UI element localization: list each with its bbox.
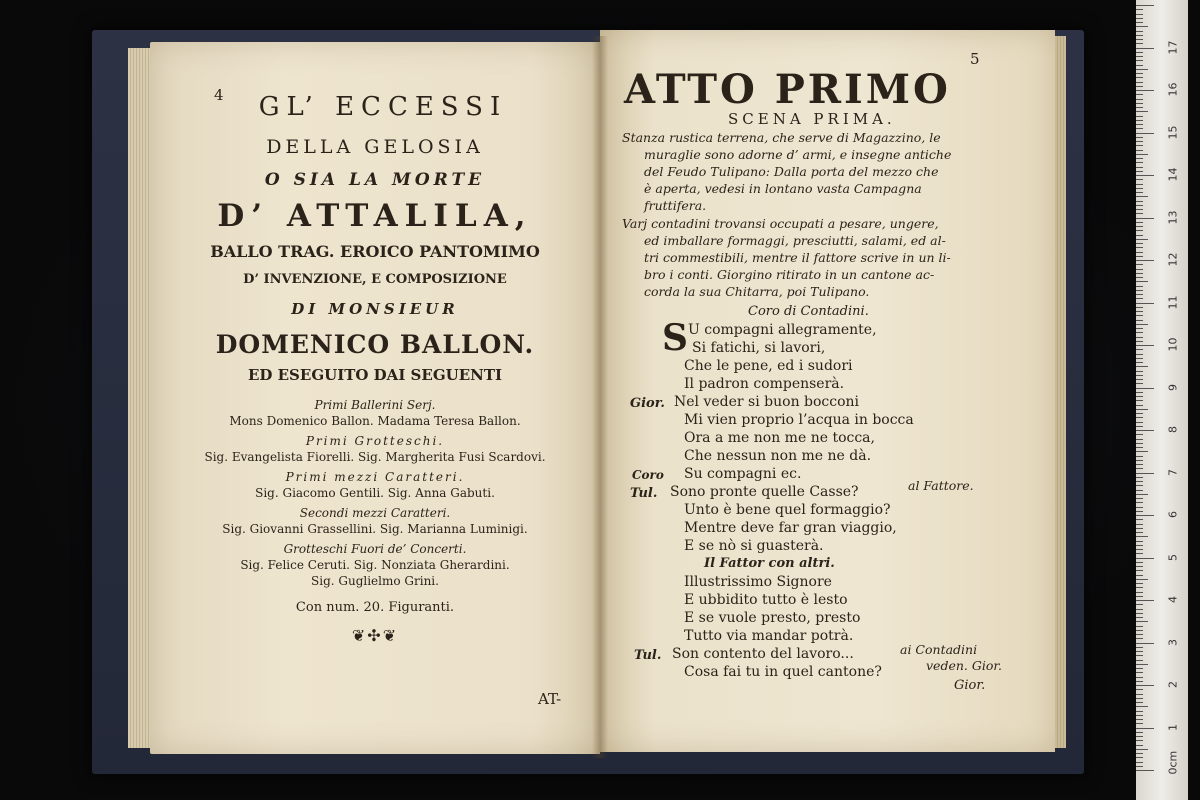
stage-dir-5: fruttifera. bbox=[644, 198, 707, 213]
title-line-3: O SIA LA MORTE bbox=[264, 170, 486, 190]
ruler-tick bbox=[1136, 528, 1143, 529]
ruler-tick bbox=[1136, 511, 1143, 512]
ruler-tick bbox=[1136, 502, 1143, 503]
ruler-tick bbox=[1136, 685, 1154, 686]
ruler-tick bbox=[1136, 230, 1143, 231]
ruler-tick bbox=[1136, 668, 1143, 669]
ruler-number: 8 bbox=[1166, 426, 1180, 433]
ruler-tick bbox=[1136, 757, 1143, 758]
dialogue-line-3: Ora a me non me ne tocca, bbox=[684, 430, 875, 446]
ruler-tick bbox=[1136, 188, 1143, 189]
ruler-tick bbox=[1136, 286, 1143, 287]
ruler-tick bbox=[1136, 587, 1143, 588]
ruler-tick bbox=[1136, 566, 1143, 567]
subtitle-1: BALLO TRAG. EROICO PANTOMIMO bbox=[210, 242, 540, 261]
ruler-number: 12 bbox=[1166, 252, 1180, 267]
ruler-tick bbox=[1136, 672, 1143, 673]
ruler-tick bbox=[1136, 39, 1143, 40]
cast-heading-3: Primi mezzi Caratteri. bbox=[285, 470, 465, 484]
ruler-number: 16 bbox=[1166, 82, 1180, 97]
ruler-tick bbox=[1136, 77, 1143, 78]
title-line-2: DELLA GELOSIA bbox=[266, 136, 484, 158]
ruler-tick bbox=[1136, 770, 1154, 771]
ruler-tick bbox=[1136, 647, 1143, 648]
ruler-tick bbox=[1136, 422, 1143, 423]
ruler-tick bbox=[1136, 596, 1143, 597]
aside-ai-contadini: ai Contadini bbox=[900, 642, 978, 657]
ruler-tick bbox=[1136, 413, 1143, 414]
ruler-tick bbox=[1136, 60, 1143, 61]
ruler-tick bbox=[1136, 26, 1148, 27]
ruler-tick bbox=[1136, 719, 1143, 720]
ruler-tick bbox=[1136, 324, 1148, 325]
ruler-tick bbox=[1136, 439, 1143, 440]
dialogue-line-6: Sono pronte quelle Casse? bbox=[670, 484, 859, 500]
cast-line-1: Mons Domenico Ballon. Madama Teresa Ballon. bbox=[229, 414, 521, 428]
chorus-heading: Coro di Contadini. bbox=[748, 304, 869, 319]
ruler-tick bbox=[1136, 111, 1148, 112]
ruler-tick bbox=[1136, 235, 1143, 236]
dialogue-line-2: Mi vien proprio l’acqua in bocca bbox=[684, 412, 914, 428]
ruler-tick bbox=[1136, 349, 1143, 350]
subtitle-3: DI MONSIEUR bbox=[291, 300, 459, 318]
page-number-right: 5 bbox=[970, 50, 980, 68]
ruler-tick bbox=[1136, 128, 1143, 129]
ruler-tick bbox=[1136, 9, 1143, 10]
ruler-tick bbox=[1136, 73, 1143, 74]
chorus-line-1: U compagni allegramente, bbox=[688, 322, 877, 338]
ruler-tick bbox=[1136, 481, 1143, 482]
ruler-tick bbox=[1136, 171, 1143, 172]
ruler-tick bbox=[1136, 294, 1143, 295]
ruler-tick bbox=[1136, 575, 1143, 576]
cast-line-5b: Sig. Guglielmo Grini. bbox=[311, 574, 439, 588]
ruler-tick bbox=[1136, 728, 1154, 729]
ruler-tick bbox=[1136, 736, 1143, 737]
ruler-tick bbox=[1136, 56, 1143, 57]
ruler-tick bbox=[1136, 162, 1143, 163]
final-line-1: Son contento del lavoro... bbox=[672, 646, 854, 662]
ruler-tick bbox=[1136, 133, 1154, 134]
title-line-1: GL’ ECCESSI bbox=[258, 92, 508, 122]
ruler-tick bbox=[1136, 366, 1148, 367]
chorus-line-3: Che le pene, ed i sudori bbox=[684, 358, 853, 374]
ruler-tick bbox=[1136, 677, 1143, 678]
ruler-tick bbox=[1136, 337, 1143, 338]
ruler-tick bbox=[1136, 141, 1143, 142]
stage-dir-1: Stanza rustica terrena, che serve di Magazzino, le bbox=[622, 130, 941, 145]
ruler-tick bbox=[1136, 332, 1143, 333]
ruler-tick bbox=[1136, 371, 1143, 372]
figuranti-line: Con num. 20. Figuranti. bbox=[295, 600, 455, 615]
ruler-tick bbox=[1136, 158, 1143, 159]
ruler-tick bbox=[1136, 222, 1143, 223]
ruler-tick bbox=[1136, 434, 1143, 435]
ruler-tick bbox=[1136, 664, 1148, 665]
ruler-tick bbox=[1136, 621, 1148, 622]
ruler-tick bbox=[1136, 562, 1143, 563]
ruler-tick bbox=[1136, 447, 1143, 448]
ruler-tick bbox=[1136, 766, 1143, 767]
author-name: DOMENICO BALLON. bbox=[215, 330, 535, 359]
ruler-tick bbox=[1136, 515, 1154, 516]
action-dir-4: bro i conti. Giorgino ritirato in un cantone ac- bbox=[644, 267, 935, 282]
ruler-tick bbox=[1136, 154, 1148, 155]
ruler-tick bbox=[1136, 541, 1143, 542]
stage-dir-3: del Feudo Tulipano: Dalla porta del mezzo che bbox=[644, 164, 939, 179]
ruler-tick bbox=[1136, 604, 1143, 605]
speaker-gior: Gior. bbox=[630, 396, 665, 411]
ruler-tick bbox=[1136, 35, 1143, 36]
ruler-tick bbox=[1136, 226, 1143, 227]
book-gutter bbox=[592, 36, 608, 758]
ruler-tick bbox=[1136, 630, 1143, 631]
ruler-tick bbox=[1136, 745, 1143, 746]
ruler-number: 15 bbox=[1166, 125, 1180, 139]
action-dir-5: corda la sua Chitarra, poi Tulipano. bbox=[644, 284, 870, 299]
ruler-tick bbox=[1136, 740, 1143, 741]
ruler-tick bbox=[1136, 43, 1143, 44]
cast-heading-5: Grotteschi Fuori de’ Concerti. bbox=[283, 542, 467, 556]
fattore-line-1: Illustrissimo Signore bbox=[684, 574, 832, 590]
final-line-2: Cosa fai tu in quel cantone? bbox=[684, 664, 882, 680]
ruler-tick bbox=[1136, 256, 1143, 257]
ruler-tick bbox=[1136, 273, 1143, 274]
ruler-tick bbox=[1136, 311, 1143, 312]
ruler-tick bbox=[1136, 14, 1143, 15]
ruler-tick bbox=[1136, 396, 1143, 397]
aside-al-fattore: al Fattore. bbox=[908, 478, 974, 493]
ruler-tick bbox=[1136, 201, 1143, 202]
ruler-number: 13 bbox=[1166, 210, 1180, 224]
ruler-tick bbox=[1136, 124, 1143, 125]
fattore-line-2: E ubbidito tutto è lesto bbox=[684, 592, 848, 608]
chorus-line-2: Si fatichi, si lavori, bbox=[692, 340, 826, 356]
ruler-tick bbox=[1136, 175, 1154, 176]
ruler-tick bbox=[1136, 545, 1143, 546]
ruler-tick bbox=[1136, 524, 1143, 525]
ruler-number: 0cm bbox=[1166, 750, 1180, 775]
cast-line-3: Sig. Giacomo Gentili. Sig. Anna Gabuti. bbox=[255, 486, 495, 500]
ruler-tick bbox=[1136, 430, 1154, 431]
ruler-tick bbox=[1136, 460, 1143, 461]
ruler-number: 1 bbox=[1166, 723, 1180, 731]
left-page bbox=[150, 42, 600, 754]
ruler-tick bbox=[1136, 600, 1154, 601]
dialogue-line-7: Unto è bene quel formaggio? bbox=[684, 502, 891, 518]
subtitle-2: D’ INVENZIONE, E COMPOSIZIONE bbox=[243, 272, 507, 287]
ruler-tick bbox=[1136, 553, 1143, 554]
dialogue-line-8: Mentre deve far gran viaggio, bbox=[684, 520, 897, 536]
catchword-right: Gior. bbox=[954, 678, 986, 693]
ruler-tick bbox=[1136, 82, 1143, 83]
ruler-tick bbox=[1136, 532, 1143, 533]
cast-line-5a: Sig. Felice Ceruti. Sig. Nonziata Gherardini. bbox=[240, 558, 510, 572]
stage-dir-4: è aperta, vedesi in lontano vasta Campagna bbox=[644, 181, 922, 196]
ruler-tick bbox=[1136, 456, 1143, 457]
ruler-number: 11 bbox=[1166, 295, 1180, 309]
ruler-tick bbox=[1136, 400, 1143, 401]
ruler-number: 3 bbox=[1166, 638, 1180, 646]
drop-cap: S bbox=[662, 317, 688, 359]
ruler-tick bbox=[1136, 468, 1143, 469]
cast-heading-2: Primi Grotteschi. bbox=[305, 434, 445, 448]
ruler-tick bbox=[1136, 103, 1143, 104]
ruler-tick bbox=[1136, 264, 1143, 265]
cast-heading-1: Primi Ballerini Serj. bbox=[314, 398, 436, 412]
ruler-tick bbox=[1136, 570, 1143, 571]
ruler-tick bbox=[1136, 626, 1143, 627]
fattore-line-4: Tutto via mandar potrà. bbox=[684, 628, 854, 644]
ruler-tick bbox=[1136, 392, 1143, 393]
ruler-tick bbox=[1136, 290, 1143, 291]
title-line-4: D’ ATTALILA, bbox=[217, 198, 533, 234]
dialogue-line-9: E se nò si guasterà. bbox=[684, 538, 824, 554]
performed-by: ED ESEGUITO DAI SEGUENTI bbox=[247, 366, 503, 384]
ruler-tick bbox=[1136, 94, 1143, 95]
cast-line-2: Sig. Evangelista Fiorelli. Sig. Margherita Fusi Scardovi. bbox=[204, 450, 546, 464]
ruler-number: 9 bbox=[1166, 383, 1180, 391]
ruler-tick bbox=[1136, 451, 1148, 452]
ruler-tick bbox=[1136, 48, 1154, 49]
ruler-tick bbox=[1136, 86, 1143, 87]
ruler-tick bbox=[1136, 196, 1148, 197]
chorus-line-4: Il padron compenserà. bbox=[684, 376, 845, 392]
ruler-number: 4 bbox=[1166, 596, 1180, 603]
ruler-tick bbox=[1136, 609, 1143, 610]
ruler-tick bbox=[1136, 179, 1143, 180]
cast-heading-4: Secondi mezzi Caratteri. bbox=[299, 506, 451, 520]
ruler-tick bbox=[1136, 723, 1143, 724]
ruler-tick bbox=[1136, 31, 1143, 32]
ruler-tick bbox=[1136, 167, 1143, 168]
ruler-tick bbox=[1136, 213, 1143, 214]
ruler-number: 17 bbox=[1166, 40, 1180, 54]
ruler-tick bbox=[1136, 298, 1143, 299]
ruler-tick bbox=[1136, 477, 1143, 478]
ruler-tick bbox=[1136, 52, 1143, 53]
ruler-tick bbox=[1136, 345, 1154, 346]
ruler-tick bbox=[1136, 443, 1143, 444]
ruler-tick bbox=[1136, 303, 1154, 304]
ruler-tick bbox=[1136, 5, 1154, 6]
ruler-tick bbox=[1136, 260, 1154, 261]
ruler-tick bbox=[1136, 388, 1154, 389]
scene-title: SCENA PRIMA. bbox=[728, 110, 896, 128]
ruler-tick bbox=[1136, 379, 1143, 380]
ruler-tick bbox=[1136, 239, 1148, 240]
ruler-tick bbox=[1136, 99, 1143, 100]
aside-veden-gior: veden. Gior. bbox=[926, 658, 1002, 673]
action-dir-3: tri commestibili, mentre il fattore scrive in un li- bbox=[644, 250, 951, 265]
ruler-tick bbox=[1136, 18, 1143, 19]
ruler-tick bbox=[1136, 651, 1143, 652]
ruler-tick bbox=[1136, 120, 1143, 121]
dialogue-line-1: Nel veder si buon bocconi bbox=[674, 394, 860, 410]
ruler-tick bbox=[1136, 328, 1143, 329]
ruler-tick bbox=[1136, 409, 1148, 410]
ruler-tick bbox=[1136, 762, 1143, 763]
fattore-line-3: E se vuole presto, presto bbox=[684, 610, 861, 626]
ruler-tick bbox=[1136, 218, 1154, 219]
ruler-tick bbox=[1136, 145, 1143, 146]
ruler-tick bbox=[1136, 485, 1143, 486]
ruler-tick bbox=[1136, 494, 1148, 495]
cast-line-4: Sig. Giovanni Grassellini. Sig. Marianna Luminigi. bbox=[222, 522, 528, 536]
ruler-tick bbox=[1136, 320, 1143, 321]
ruler-tick bbox=[1136, 583, 1143, 584]
dialogue-line-5: Su compagni ec. bbox=[684, 466, 802, 482]
ruler-tick bbox=[1136, 150, 1143, 151]
ruler-tick bbox=[1136, 689, 1143, 690]
ruler-number: 10 bbox=[1166, 337, 1180, 352]
ruler-tick bbox=[1136, 184, 1143, 185]
stage-dir-2: muraglie sono adorne d’ armi, e insegne antiche bbox=[644, 147, 952, 162]
ruler-tick bbox=[1136, 490, 1143, 491]
ruler-tick bbox=[1136, 205, 1143, 206]
ruler-tick bbox=[1136, 549, 1143, 550]
ruler-tick bbox=[1136, 315, 1143, 316]
ruler-tick bbox=[1136, 519, 1143, 520]
ruler-tick bbox=[1136, 473, 1154, 474]
ruler-tick bbox=[1136, 617, 1143, 618]
ruler-tick bbox=[1136, 643, 1154, 644]
fattore-heading: Il Fattor con altri. bbox=[704, 556, 835, 571]
ruler-tick bbox=[1136, 613, 1143, 614]
ruler-tick bbox=[1136, 107, 1143, 108]
ruler-tick bbox=[1136, 192, 1143, 193]
ruler-tick bbox=[1136, 681, 1143, 682]
ruler-tick bbox=[1136, 694, 1143, 695]
ruler-tick bbox=[1136, 358, 1143, 359]
ruler-tick bbox=[1136, 698, 1143, 699]
ruler-tick bbox=[1136, 69, 1148, 70]
ruler-tick bbox=[1136, 715, 1143, 716]
ruler-tick bbox=[1136, 753, 1143, 754]
ruler-tick bbox=[1136, 638, 1143, 639]
ruler-tick bbox=[1136, 405, 1143, 406]
ruler-tick bbox=[1136, 243, 1143, 244]
right-page bbox=[600, 30, 1055, 752]
ruler-tick bbox=[1136, 536, 1148, 537]
ruler-tick bbox=[1136, 341, 1143, 342]
ruler-number: 2 bbox=[1166, 681, 1180, 688]
ruler-tick bbox=[1136, 732, 1143, 733]
ruler-tick bbox=[1136, 281, 1148, 282]
ruler-tick bbox=[1136, 307, 1143, 308]
dialogue-line-4: Che nessun non me ne dà. bbox=[684, 448, 872, 464]
ruler-tick bbox=[1136, 269, 1143, 270]
act-title: ATTO PRIMO bbox=[624, 66, 951, 113]
ruler-tick bbox=[1136, 362, 1143, 363]
printer-ornament: ❦✣❦ bbox=[351, 626, 399, 645]
catchword-left: AT- bbox=[538, 690, 562, 708]
left-page-edges bbox=[128, 48, 152, 748]
measurement-ruler bbox=[1136, 0, 1188, 800]
ruler-tick bbox=[1136, 354, 1143, 355]
ruler-tick bbox=[1136, 634, 1143, 635]
speaker-tul: Tul. bbox=[630, 486, 658, 501]
speaker-tul-2: Tul. bbox=[634, 648, 662, 663]
ruler-tick bbox=[1136, 90, 1154, 91]
ruler-tick bbox=[1136, 507, 1143, 508]
ruler-tick bbox=[1136, 749, 1148, 750]
ruler-tick bbox=[1136, 702, 1143, 703]
ruler-tick bbox=[1136, 116, 1143, 117]
action-dir-1: Varj contadini trovansi occupati a pesare, ungere, bbox=[622, 216, 939, 231]
page-number-left: 4 bbox=[214, 86, 224, 104]
ruler-tick bbox=[1136, 426, 1143, 427]
ruler-tick bbox=[1136, 65, 1143, 66]
ruler-tick bbox=[1136, 498, 1143, 499]
action-dir-2: ed imballare formaggi, presciutti, salami, ed al- bbox=[644, 233, 946, 248]
ruler-tick bbox=[1136, 247, 1143, 248]
ruler-tick bbox=[1136, 660, 1143, 661]
ruler-tick bbox=[1136, 22, 1143, 23]
ruler-number: 7 bbox=[1166, 468, 1180, 476]
ruler-tick bbox=[1136, 464, 1143, 465]
ruler-tick bbox=[1136, 383, 1143, 384]
ruler-tick bbox=[1136, 558, 1154, 559]
ruler-tick bbox=[1136, 592, 1143, 593]
ruler-tick bbox=[1136, 375, 1143, 376]
ruler-tick bbox=[1136, 252, 1143, 253]
speaker-coro: Coro bbox=[632, 468, 664, 482]
ruler-number: 5 bbox=[1166, 553, 1180, 561]
ruler-tick bbox=[1136, 711, 1143, 712]
ruler-tick bbox=[1136, 417, 1143, 418]
ruler-tick bbox=[1136, 209, 1143, 210]
ruler-tick bbox=[1136, 655, 1143, 656]
ruler-tick bbox=[1136, 579, 1148, 580]
ruler-number: 14 bbox=[1166, 167, 1180, 182]
ruler-tick bbox=[1136, 706, 1148, 707]
ruler-number: 6 bbox=[1166, 511, 1180, 518]
ruler-tick bbox=[1136, 137, 1143, 138]
ruler-tick bbox=[1136, 277, 1143, 278]
